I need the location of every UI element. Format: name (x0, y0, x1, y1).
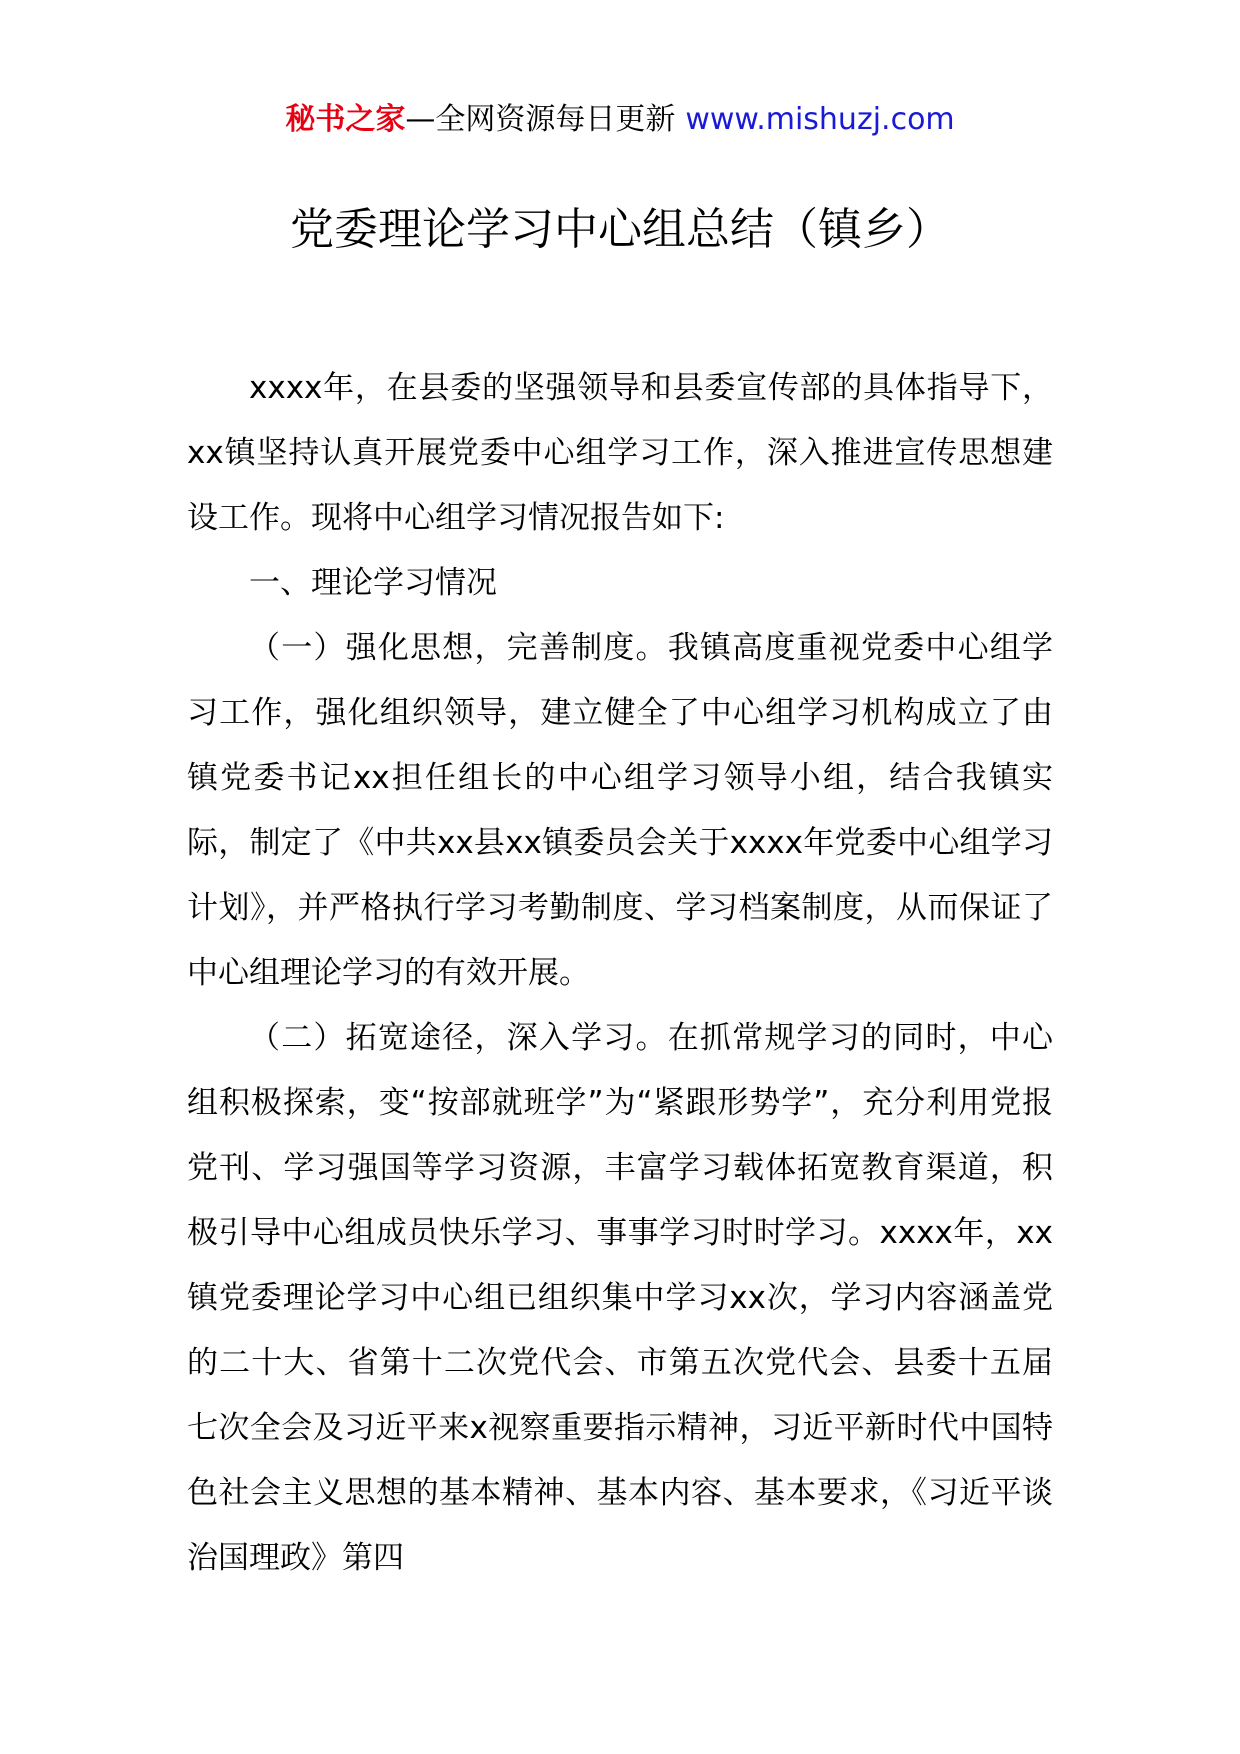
paragraph-item-2: （二）拓宽途径，深入学习。在抓常规学习的同时，中心组积极探索，变“按部就班学”为“紧跟形势学”，充分利用党报党刊、学习强国等学习资源，丰富学习载体拓宽教育渠道，积极引导中心组成员快乐学习、事事学习时时学习。xxxx年，xx镇党委理论学习中心组已组织集中学习xx次，学习内容涵盖党的二十大、省第十二次党代会、市第五次党代会、县委十五届七次全会及习近平来x视察重要指示精神，习近平新时代中国特色社会主义思想的基本精神、基本内容、基本要求，《习近平谈治国理政》第四 (187, 1020, 1053, 1576)
site-brand: 秘书之家 (285, 102, 406, 137)
site-url[interactable]: www.mishuzj.com (685, 102, 955, 137)
document-title: 党委理论学习中心组总结（镇乡） (290, 204, 950, 255)
section-heading-1: 一、理论学习情况 (249, 565, 497, 601)
paragraph-item-1: （一）强化思想，完善制度。我镇高度重视党委中心组学习工作，强化组织领导，建立健全了中心组学习机构成立了由镇党委书记xx担任组长的中心组学习领导小组，结合我镇实际，制定了《中共xx县xx镇委员会关于xxxx年党委中心组学习计划》，并严格执行学习考勤制度、学习档案制度，从而保证了中心组理论学习的有效开展。 (187, 630, 1053, 991)
paragraph-intro: xxxx年，在县委的坚强领导和县委宣传部的具体指导下，xx镇坚持认真开展党委中心组学习工作，深入推进宣传思想建设工作。现将中心组学习情况报告如下: (187, 370, 1053, 536)
site-tagline: —全网资源每日更新 (405, 102, 676, 137)
site-header (0, 100, 1240, 140)
document-body (187, 356, 1053, 1591)
